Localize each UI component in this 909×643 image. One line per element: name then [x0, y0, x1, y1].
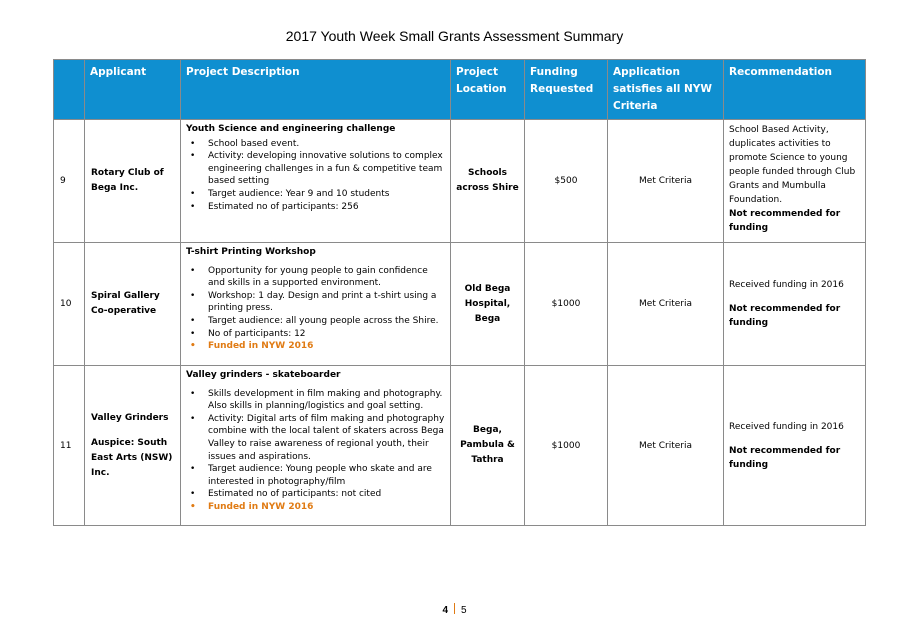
header-recommendation: Recommendation	[724, 60, 866, 120]
applicant-name: Rotary Club of Bega Inc.	[91, 168, 164, 193]
applicant-name: Auspice: South East Arts (NSW) Inc.	[91, 437, 173, 478]
row-number: 10	[54, 243, 85, 366]
row-number: 9	[54, 120, 85, 243]
row-number: 11	[54, 366, 85, 526]
criteria-status: Met Criteria	[608, 243, 724, 366]
criteria-status: Met Criteria	[608, 366, 724, 526]
recommendation-cell	[724, 120, 866, 243]
recommendation-text: School Based Activity, duplicates activities to promote Science to young people funded through Club Grants and Mumbulla Foundation.	[729, 125, 856, 205]
applicant-cell	[85, 120, 181, 243]
funded-previously-note: • Funded in NYW 2016	[202, 501, 445, 514]
funding-requested: $1000	[525, 243, 608, 366]
assessment-table	[53, 59, 866, 526]
applicant-cell	[85, 366, 181, 526]
table-row	[54, 243, 866, 366]
list-item: • Target audience: Young people who skate and are interested in photography/film	[202, 463, 445, 488]
recommendation-text: Received funding in 2016	[729, 280, 844, 290]
table-row	[54, 366, 866, 526]
recommendation-verdict: Not recommended for funding	[729, 209, 841, 233]
recommendation-verdict: Not recommended for funding	[729, 304, 841, 328]
list-item: • Activity: Digital arts of film making and photography combine with the local talent of skaters across Bega Valley to raise awareness of regional youth, their issues and aspirations.	[202, 413, 445, 463]
applicant-name: Valley Grinders	[91, 412, 169, 423]
page-total: 5	[461, 605, 467, 616]
recommendation-cell	[724, 243, 866, 366]
recommendation-cell	[724, 366, 866, 526]
page-title: 2017 Youth Week Small Grants Assessment Summary	[285, 28, 624, 44]
list-item: • Estimated no of participants: not cited	[202, 488, 445, 501]
header-funding: Funding Requested	[525, 60, 608, 120]
funding-requested: $1000	[525, 366, 608, 526]
list-item: • Skills development in film making and photography. Also skills in planning/logistics and goal setting.	[202, 388, 445, 413]
list-item: • School based event.	[202, 138, 445, 151]
header-location: Project Location	[451, 60, 525, 120]
list-item: • Opportunity for young people to gain confidence and skills in a supported environment.	[202, 265, 445, 290]
project-location: Old Bega Hospital, Bega	[451, 243, 525, 366]
list-item: • Target audience: Year 9 and 10 students	[202, 188, 445, 201]
table-row	[54, 120, 866, 243]
project-description-cell	[181, 366, 451, 526]
table-body	[54, 120, 866, 526]
header-criteria: Application satisfies all NYW Criteria	[608, 60, 724, 120]
list-item: • Activity: developing innovative solutions to complex engineering challenges in a fun & competitive team based setting	[202, 150, 445, 188]
header-applicant: Applicant	[85, 60, 181, 120]
applicant-name: Spiral Gallery Co-operative	[91, 291, 160, 316]
applicant-cell	[85, 243, 181, 366]
project-bullets	[186, 138, 445, 214]
header-description: Project Description	[181, 60, 451, 120]
page-footer	[0, 603, 909, 616]
list-item: • Target audience: all young people across the Shire.	[202, 315, 445, 328]
project-location: Bega, Pambula & Tathra	[451, 366, 525, 526]
project-title: Youth Science and engineering challenge	[186, 124, 396, 134]
funded-previously-note: • Funded in NYW 2016	[202, 340, 445, 353]
project-description-cell	[181, 243, 451, 366]
project-description-cell	[181, 120, 451, 243]
page-number: 4	[442, 605, 448, 616]
project-title: T-shirt Printing Workshop	[186, 247, 316, 257]
project-bullets	[186, 388, 445, 514]
project-bullets	[186, 265, 445, 353]
criteria-status: Met Criteria	[608, 120, 724, 243]
recommendation-verdict: Not recommended for funding	[729, 445, 841, 470]
page-separator	[454, 603, 455, 614]
list-item: • Workshop: 1 day. Design and print a t-shirt using a printing press.	[202, 290, 445, 315]
funding-requested: $500	[525, 120, 608, 243]
list-item: • No of participants: 12	[202, 328, 445, 341]
header-num	[54, 60, 85, 120]
table-header-row	[54, 60, 866, 120]
project-title: Valley grinders - skateboarder	[186, 370, 341, 380]
recommendation-text: Received funding in 2016	[729, 421, 844, 432]
list-item: • Estimated no of participants: 256	[202, 201, 445, 214]
project-location: Schools across Shire	[451, 120, 525, 243]
